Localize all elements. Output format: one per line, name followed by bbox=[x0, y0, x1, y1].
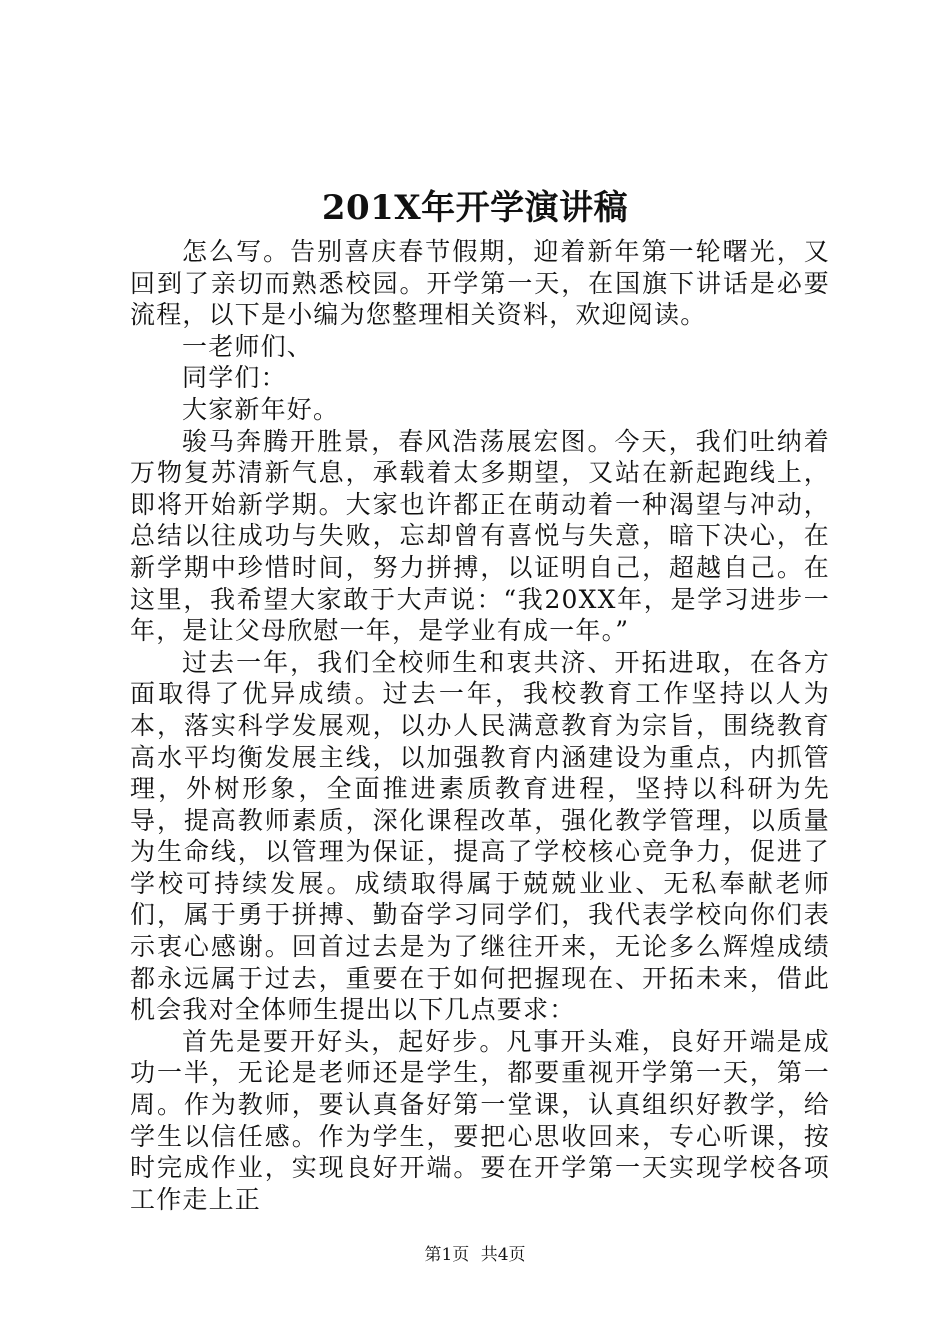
document-title: 201X年开学演讲稿 bbox=[321, 188, 629, 228]
document-body bbox=[130, 236, 830, 1215]
paragraph-intro: 怎么写。告别喜庆春节假期，迎着新年第一轮曙光，又回到了亲切而熟悉校园。开学第一天，在国旗下讲话是必要流程，以下是小编为您整理相关资料，欢迎阅读。 bbox=[130, 237, 830, 330]
paragraph-salutation-teachers: 一老师们、 bbox=[182, 331, 314, 361]
page-number: 第1页 bbox=[424, 1245, 470, 1265]
paragraph-past-year: 过去一年，我们全校师生和衷共济、开拓进取，在各方面取得了优异成绩。过去一年，我校教育工作坚持以人为本，落实科学发展观，以办人民满意教育为宗旨，围绕教育高水平均衡发展主线，以加强教育内涵建设为重点，内抓管理，外树形象，全面推进素质教育进程，坚持以科研为先导，提高教师素质，深化课程改革，强化教学管理，以质量为生命线，以管理为保证，提高了学校核心竞争力，促进了学校可持续发展。成绩取得属于兢兢业业、无私奉献老师们，属于勇于拼搏、勤奋学习同学们，我代表学校向你们表示衷心感谢。回首过去是为了继往开来，无论多么辉煌成绩都永远属于过去，重要在于如何把握现在、开拓未来，借此机会我对全体师生提出以下几点要求： bbox=[130, 647, 830, 1025]
page-footer bbox=[0, 1244, 950, 1266]
page-total: 共4页 bbox=[480, 1245, 526, 1265]
paragraph-salutation-students: 同学们： bbox=[182, 363, 287, 393]
paragraph-new-term: 骏马奔腾开胜景，春风浩荡展宏图。今天，我们吐纳着万物复苏清新气息，承载着太多期望，又站在新起跑线上，即将开始新学期。大家也许都正在萌动着一种渴望与冲动，总结以往成功与失败，忘却曾有喜悦与失意，暗下决心，在新学期中珍惜时间，努力拼搏，以证明自己，超越自己。在这里，我希望大家敢于大声说：“我20XX年，是学习进步一年，是让父母欣慰一年，是学业有成一年。” bbox=[130, 426, 830, 646]
paragraph-greeting: 大家新年好。 bbox=[182, 394, 340, 424]
paragraph-good-start: 首先是要开好头，起好步。凡事开头难，良好开端是成功一半，无论是老师还是学生，都要重视开学第一天，第一周。作为教师，要认真备好第一堂课，认真组织好教学，给学生以信任感。作为学生，要把心思收回来，专心听课，按时完成作业，实现良好开端。要在开学第一天实现学校各项工作走上正 bbox=[130, 1026, 830, 1214]
